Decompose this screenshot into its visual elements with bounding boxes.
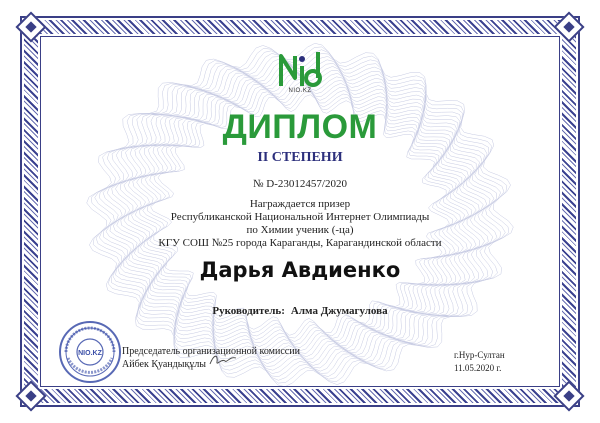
diploma-title: ДИПЛОМ (222, 108, 378, 146)
round-stamp-icon (58, 320, 122, 384)
logo-caption: NIO.KZ (288, 88, 312, 94)
olympiad-line: Республиканской Национальной Интернет Олимпиады (170, 211, 430, 223)
awarded-line: Награждается призер (249, 198, 351, 210)
chair-title: Председатель организационной комиссии (122, 346, 300, 357)
chair-name: Айбек Қуандықұлы (122, 359, 207, 370)
certificate-number: № D-23012457/2020 (253, 178, 347, 190)
school-line: КГУ СОШ №25 города Караганды, Карагандинской области (158, 237, 442, 249)
leader-label: Руководитель: (212, 305, 285, 317)
stamp-text: NIO.KZ (78, 350, 102, 357)
subject-line: по Химии ученик (-ца) (246, 224, 354, 236)
leader-name: Алма Джумагулова (290, 305, 388, 317)
handwritten-signature (208, 352, 238, 368)
diploma-degree: II СТЕПЕНИ (257, 150, 343, 165)
city: г.Нур-Султан (454, 350, 505, 360)
issue-date: 11.05.2020 г. (454, 363, 502, 373)
place-date-block (454, 349, 505, 375)
leader-line (0, 305, 600, 317)
recipient-name: Дарья Авдиенко (199, 258, 401, 282)
